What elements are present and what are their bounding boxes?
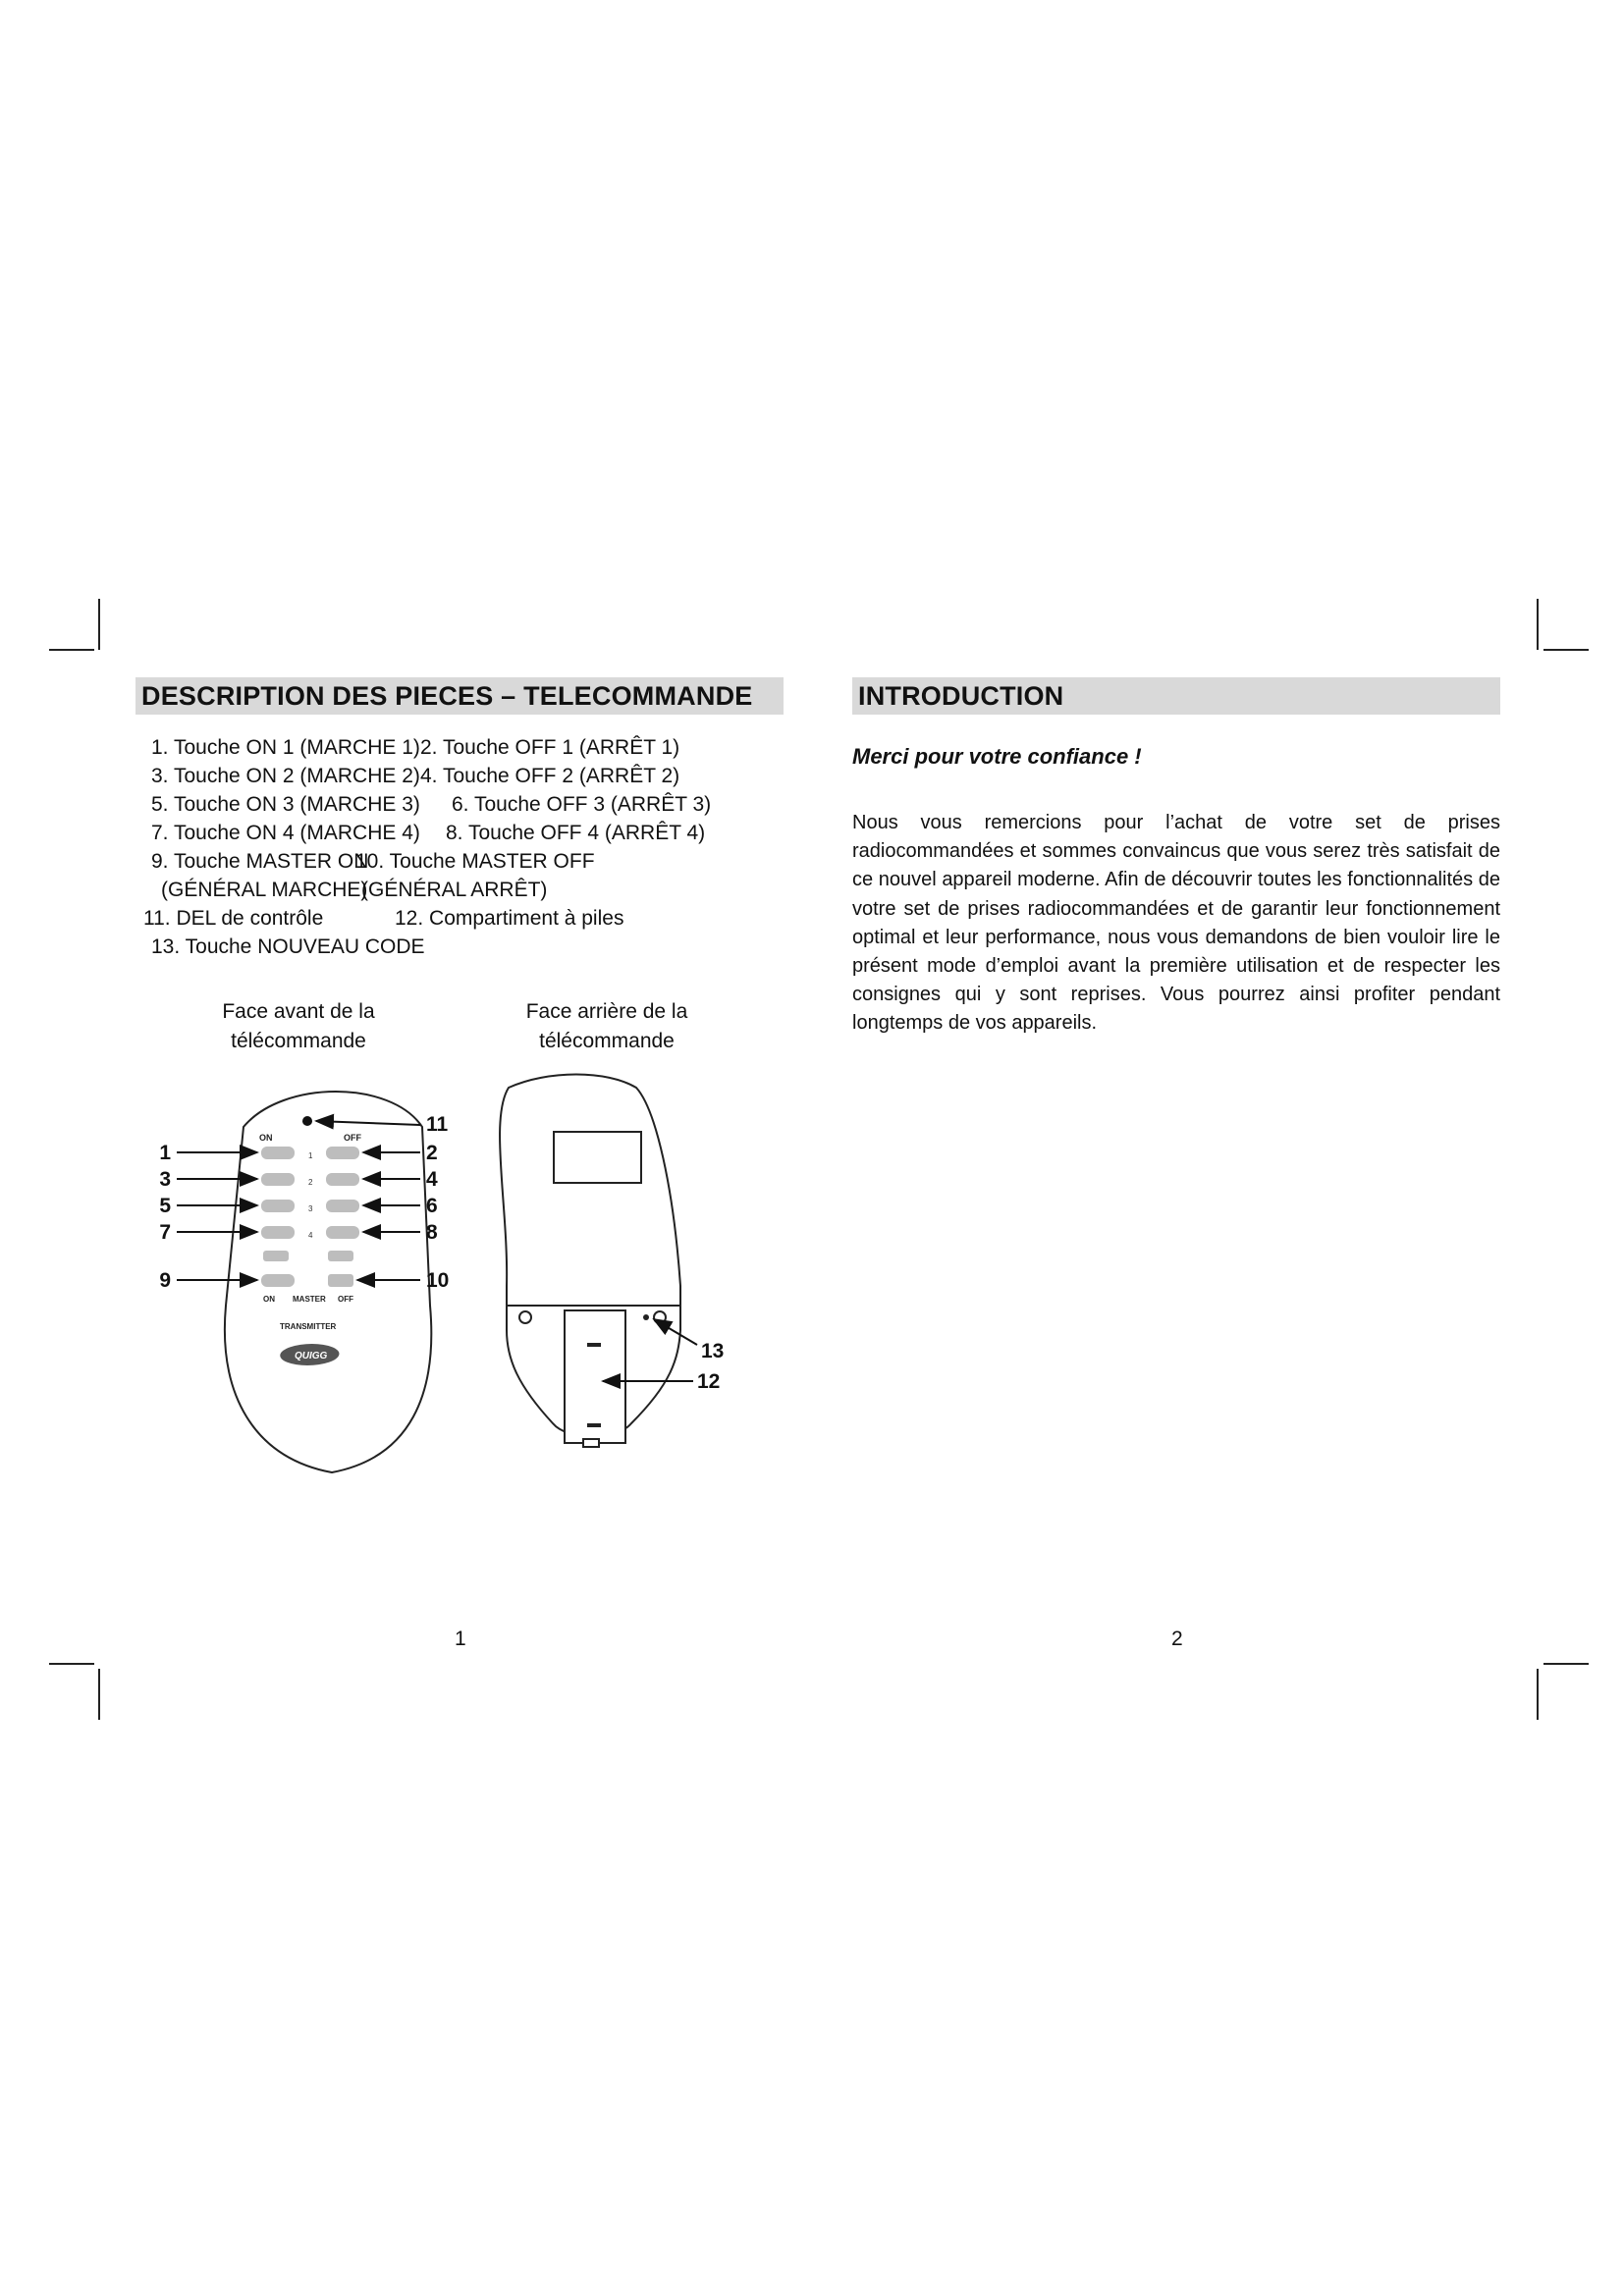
button-off-1 xyxy=(326,1147,359,1159)
back-view-label xyxy=(499,997,715,1056)
crop-mark xyxy=(1543,1663,1589,1665)
crop-mark xyxy=(1537,1669,1539,1720)
section-heading: INTRODUCTION xyxy=(852,677,1500,715)
list-item: (GÉNÉRAL ARRÊT) xyxy=(361,879,548,901)
back-label-line: télécommande xyxy=(539,1030,675,1052)
screw-left xyxy=(519,1311,531,1323)
page-number-left: 1 xyxy=(455,1628,466,1650)
back-label-window xyxy=(554,1132,641,1183)
channel-3-label: 3 xyxy=(308,1204,313,1213)
list-item: 8. Touche OFF 4 (ARRÊT 4) xyxy=(446,822,706,844)
remote-master-on-label: ON xyxy=(263,1295,275,1304)
new-code-button xyxy=(643,1314,649,1320)
page-number-right: 2 xyxy=(1171,1628,1183,1650)
brand-logo-text: QUIGG xyxy=(295,1351,328,1362)
button-new-code xyxy=(263,1251,289,1261)
callout-number-1: 1 xyxy=(159,1142,171,1164)
list-item: 7. Touche ON 4 (MARCHE 4) xyxy=(151,822,420,844)
intro-subtitle: Merci pour votre confiance ! xyxy=(852,744,1142,769)
transmitter-label: TRANSMITTER xyxy=(280,1322,337,1331)
callout-number-3: 3 xyxy=(159,1168,171,1191)
callout-number-6: 6 xyxy=(426,1195,438,1217)
callout-number-9: 9 xyxy=(159,1269,171,1292)
button-spare xyxy=(328,1251,353,1261)
list-item: 13. Touche NOUVEAU CODE xyxy=(151,935,425,958)
button-master-off xyxy=(328,1274,353,1287)
callout-number-4: 4 xyxy=(426,1168,438,1191)
remote-off-label: OFF xyxy=(344,1133,361,1143)
button-off-3 xyxy=(326,1200,359,1212)
callout-number-11: 11 xyxy=(426,1113,449,1136)
channel-1-label: 1 xyxy=(308,1151,313,1160)
button-on-2 xyxy=(261,1173,295,1186)
left-page xyxy=(135,677,784,1393)
callout-number-10: 10 xyxy=(426,1269,450,1292)
crop-mark xyxy=(98,599,100,650)
callout-number-12: 12 xyxy=(697,1370,721,1393)
crop-mark xyxy=(98,1669,100,1720)
list-item: 6. Touche OFF 3 (ARRÊT 3) xyxy=(452,793,712,816)
list-item: 10. Touche MASTER OFF xyxy=(355,850,595,873)
battery-clip-bottom xyxy=(587,1423,601,1427)
remote-master-off-label: OFF xyxy=(338,1295,353,1304)
crop-mark xyxy=(49,1663,94,1665)
led-indicator xyxy=(302,1116,312,1126)
remote-on-label: ON xyxy=(259,1133,273,1143)
button-off-4 xyxy=(326,1226,359,1239)
list-item: 11. DEL de contrôle xyxy=(143,907,324,930)
battery-compartment xyxy=(565,1310,625,1443)
crop-mark xyxy=(1537,599,1539,650)
intro-paragraph: Nous vous remercions pour l’achat de votre set de prises radiocommandées et sommes convaincus que vous serez très satisfait de ce nouvel appareil moderne. Afin de découvrir toutes les fonctionnalités de votre set de prises radiocommandées et de garantir leur fonctionnement optimal et leur performance, nous vous demandons de bien vouloir lire le présent mode d’emploi avant la première utilisation et de respecter les consignes qui y sont reprises. Vous pourrez ainsi profiter pendant longtemps de vos appareils. xyxy=(852,812,1500,1035)
list-item: 3. Touche ON 2 (MARCHE 2) xyxy=(151,765,420,787)
list-item: 4. Touche OFF 2 (ARRÊT 2) xyxy=(420,765,680,787)
crop-mark xyxy=(1543,649,1589,651)
callout-number-5: 5 xyxy=(159,1195,171,1217)
front-label-line: télécommande xyxy=(231,1030,366,1052)
list-item: 9. Touche MASTER ON xyxy=(151,850,369,873)
list-item: 12. Compartiment à piles xyxy=(395,907,624,930)
list-item: 1. Touche ON 1 (MARCHE 1) xyxy=(151,736,420,759)
right-page xyxy=(852,677,1500,1039)
callout-number-7: 7 xyxy=(159,1221,171,1244)
button-master-on xyxy=(261,1274,295,1287)
list-item: (GÉNÉRAL MARCHE) xyxy=(161,879,368,901)
button-on-3 xyxy=(261,1200,295,1212)
button-off-2 xyxy=(326,1173,359,1186)
parts-list xyxy=(135,736,784,1001)
callout-number-8: 8 xyxy=(426,1221,438,1244)
channel-4-label: 4 xyxy=(308,1231,313,1240)
front-label-line: Face avant de la xyxy=(222,1000,375,1023)
remote-diagram xyxy=(135,1070,784,1502)
list-item: 2. Touche OFF 1 (ARRÊT 1) xyxy=(420,736,680,759)
back-label-line: Face arrière de la xyxy=(525,1000,688,1023)
callout-number-2: 2 xyxy=(426,1142,438,1164)
channel-2-label: 2 xyxy=(308,1178,313,1187)
battery-clip-top xyxy=(587,1343,601,1347)
remote-master-label: MASTER xyxy=(293,1295,326,1304)
section-heading: DESCRIPTION DES PIECES – TELECOMMANDE xyxy=(135,677,784,715)
button-on-1 xyxy=(261,1147,295,1159)
button-on-4 xyxy=(261,1226,295,1239)
list-item: 5. Touche ON 3 (MARCHE 3) xyxy=(151,793,420,816)
front-view-label xyxy=(190,997,406,1056)
crop-mark xyxy=(49,649,94,651)
back-stand xyxy=(583,1439,599,1447)
callout-number-13: 13 xyxy=(701,1340,725,1362)
